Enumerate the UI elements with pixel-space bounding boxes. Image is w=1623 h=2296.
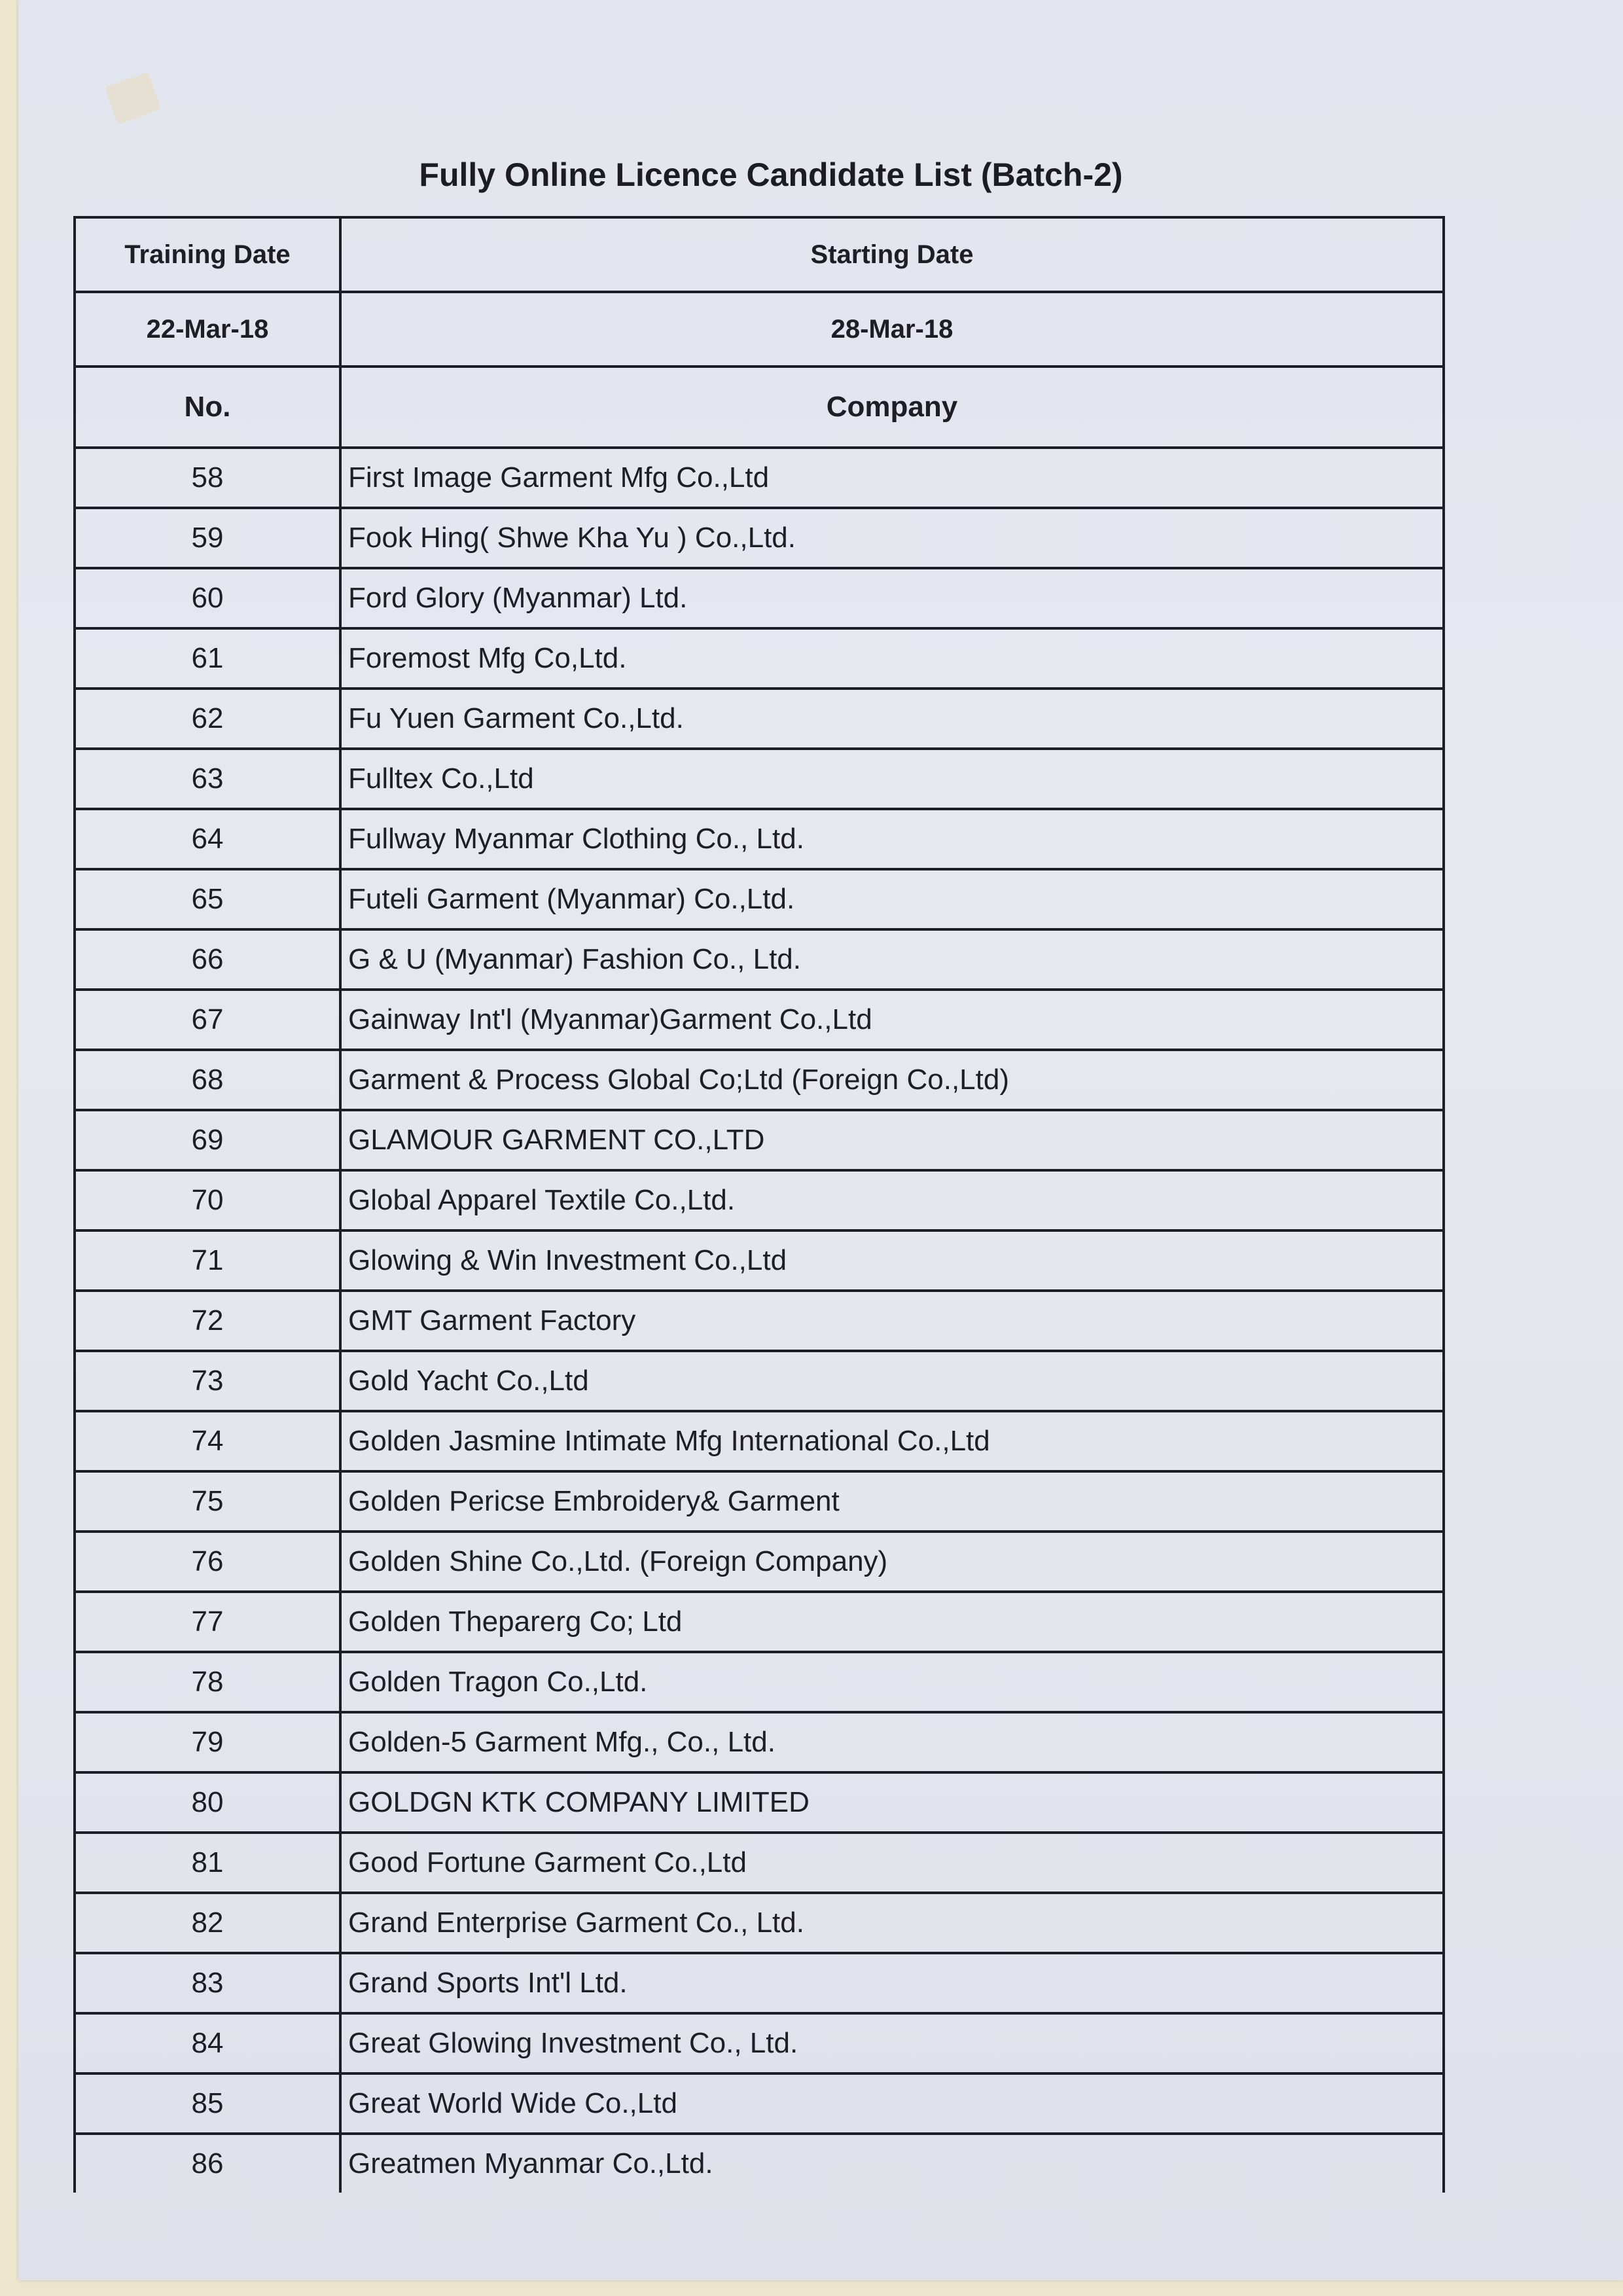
row-company: Glowing & Win Investment Co.,Ltd xyxy=(340,1230,1444,1291)
date-value-row xyxy=(75,292,1444,367)
date-label-row xyxy=(75,217,1444,292)
row-number: 85 xyxy=(75,2073,340,2134)
table-row xyxy=(75,869,1444,929)
paper-sheet xyxy=(18,0,1623,2280)
row-company: First Image Garment Mfg Co.,Ltd xyxy=(340,448,1444,508)
no-column-header: No. xyxy=(75,367,340,448)
row-number: 62 xyxy=(75,689,340,749)
table-row xyxy=(75,1170,1444,1230)
row-number: 70 xyxy=(75,1170,340,1230)
training-date-value: 22-Mar-18 xyxy=(75,292,340,367)
row-company: Golden Jasmine Intimate Mfg International Co.,Ltd xyxy=(340,1411,1444,1471)
row-company: Golden-5 Garment Mfg., Co., Ltd. xyxy=(340,1712,1444,1772)
table-row xyxy=(75,2134,1444,2193)
row-company: Global Apparel Textile Co.,Ltd. xyxy=(340,1170,1444,1230)
row-company: Golden Pericse Embroidery& Garment xyxy=(340,1471,1444,1532)
table-row xyxy=(75,809,1444,869)
row-number: 73 xyxy=(75,1351,340,1411)
row-company: Garment & Process Global Co;Ltd (Foreign Co.,Ltd) xyxy=(340,1050,1444,1110)
row-number: 76 xyxy=(75,1532,340,1592)
table-row xyxy=(75,1893,1444,1953)
table-row xyxy=(75,1772,1444,1833)
row-number: 83 xyxy=(75,1953,340,2013)
starting-date-label: Starting Date xyxy=(340,217,1444,292)
table-row xyxy=(75,1953,1444,2013)
row-number: 66 xyxy=(75,929,340,990)
tape-mark xyxy=(105,72,161,124)
row-number: 84 xyxy=(75,2013,340,2073)
table-row xyxy=(75,689,1444,749)
table-row xyxy=(75,1471,1444,1532)
table-row xyxy=(75,1411,1444,1471)
table-row xyxy=(75,2013,1444,2073)
table-row xyxy=(75,1291,1444,1351)
row-number: 65 xyxy=(75,869,340,929)
table-row xyxy=(75,749,1444,809)
table-row xyxy=(75,990,1444,1050)
row-company: Golden Tragon Co.,Ltd. xyxy=(340,1652,1444,1712)
row-number: 64 xyxy=(75,809,340,869)
row-company: Ford Glory (Myanmar) Ltd. xyxy=(340,568,1444,628)
row-number: 75 xyxy=(75,1471,340,1532)
row-number: 80 xyxy=(75,1772,340,1833)
row-company: Great Glowing Investment Co., Ltd. xyxy=(340,2013,1444,2073)
row-company: Fullway Myanmar Clothing Co., Ltd. xyxy=(340,809,1444,869)
table-row xyxy=(75,1712,1444,1772)
row-company: Golden Shine Co.,Ltd. (Foreign Company) xyxy=(340,1532,1444,1592)
row-company: GOLDGN KTK COMPANY LIMITED xyxy=(340,1772,1444,1833)
row-number: 71 xyxy=(75,1230,340,1291)
table-row xyxy=(75,1351,1444,1411)
row-number: 58 xyxy=(75,448,340,508)
document-title: Fully Online Licence Candidate List (Batch-2) xyxy=(419,156,1123,193)
row-company: Fook Hing( Shwe Kha Yu ) Co.,Ltd. xyxy=(340,508,1444,568)
row-company: GMT Garment Factory xyxy=(340,1291,1444,1351)
candidate-table xyxy=(73,216,1445,2193)
starting-date-value: 28-Mar-18 xyxy=(340,292,1444,367)
table-row xyxy=(75,508,1444,568)
row-company: Grand Sports Int'l Ltd. xyxy=(340,1953,1444,2013)
row-number: 61 xyxy=(75,628,340,689)
row-company: Fu Yuen Garment Co.,Ltd. xyxy=(340,689,1444,749)
row-company: Great World Wide Co.,Ltd xyxy=(340,2073,1444,2134)
row-company: Futeli Garment (Myanmar) Co.,Ltd. xyxy=(340,869,1444,929)
row-number: 78 xyxy=(75,1652,340,1712)
table-row xyxy=(75,1110,1444,1170)
row-company: Foremost Mfg Co,Ltd. xyxy=(340,628,1444,689)
table-row xyxy=(75,628,1444,689)
table-row xyxy=(75,1833,1444,1893)
row-company: Grand Enterprise Garment Co., Ltd. xyxy=(340,1893,1444,1953)
company-column-header: Company xyxy=(340,367,1444,448)
row-number: 63 xyxy=(75,749,340,809)
row-number: 67 xyxy=(75,990,340,1050)
row-company: GLAMOUR GARMENT CO.,LTD xyxy=(340,1110,1444,1170)
table-row xyxy=(75,1230,1444,1291)
row-number: 68 xyxy=(75,1050,340,1110)
row-company: Gold Yacht Co.,Ltd xyxy=(340,1351,1444,1411)
table-row xyxy=(75,1050,1444,1110)
column-header-row xyxy=(75,367,1444,448)
table-row xyxy=(75,2073,1444,2134)
row-number: 77 xyxy=(75,1592,340,1652)
table-row xyxy=(75,1592,1444,1652)
row-company: Fulltex Co.,Ltd xyxy=(340,749,1444,809)
row-number: 81 xyxy=(75,1833,340,1893)
row-number: 86 xyxy=(75,2134,340,2193)
row-number: 82 xyxy=(75,1893,340,1953)
row-number: 69 xyxy=(75,1110,340,1170)
row-company: Gainway Int'l (Myanmar)Garment Co.,Ltd xyxy=(340,990,1444,1050)
row-number: 60 xyxy=(75,568,340,628)
table-row xyxy=(75,1652,1444,1712)
row-number: 72 xyxy=(75,1291,340,1351)
row-number: 74 xyxy=(75,1411,340,1471)
table-row xyxy=(75,1532,1444,1592)
table-row xyxy=(75,929,1444,990)
table-row xyxy=(75,568,1444,628)
table-body xyxy=(75,448,1444,2193)
table-row xyxy=(75,448,1444,508)
row-company: Good Fortune Garment Co.,Ltd xyxy=(340,1833,1444,1893)
row-company: Golden Theparerg Co; Ltd xyxy=(340,1592,1444,1652)
training-date-label: Training Date xyxy=(75,217,340,292)
row-company: Greatmen Myanmar Co.,Ltd. xyxy=(340,2134,1444,2193)
row-number: 59 xyxy=(75,508,340,568)
row-number: 79 xyxy=(75,1712,340,1772)
row-company: G & U (Myanmar) Fashion Co., Ltd. xyxy=(340,929,1444,990)
